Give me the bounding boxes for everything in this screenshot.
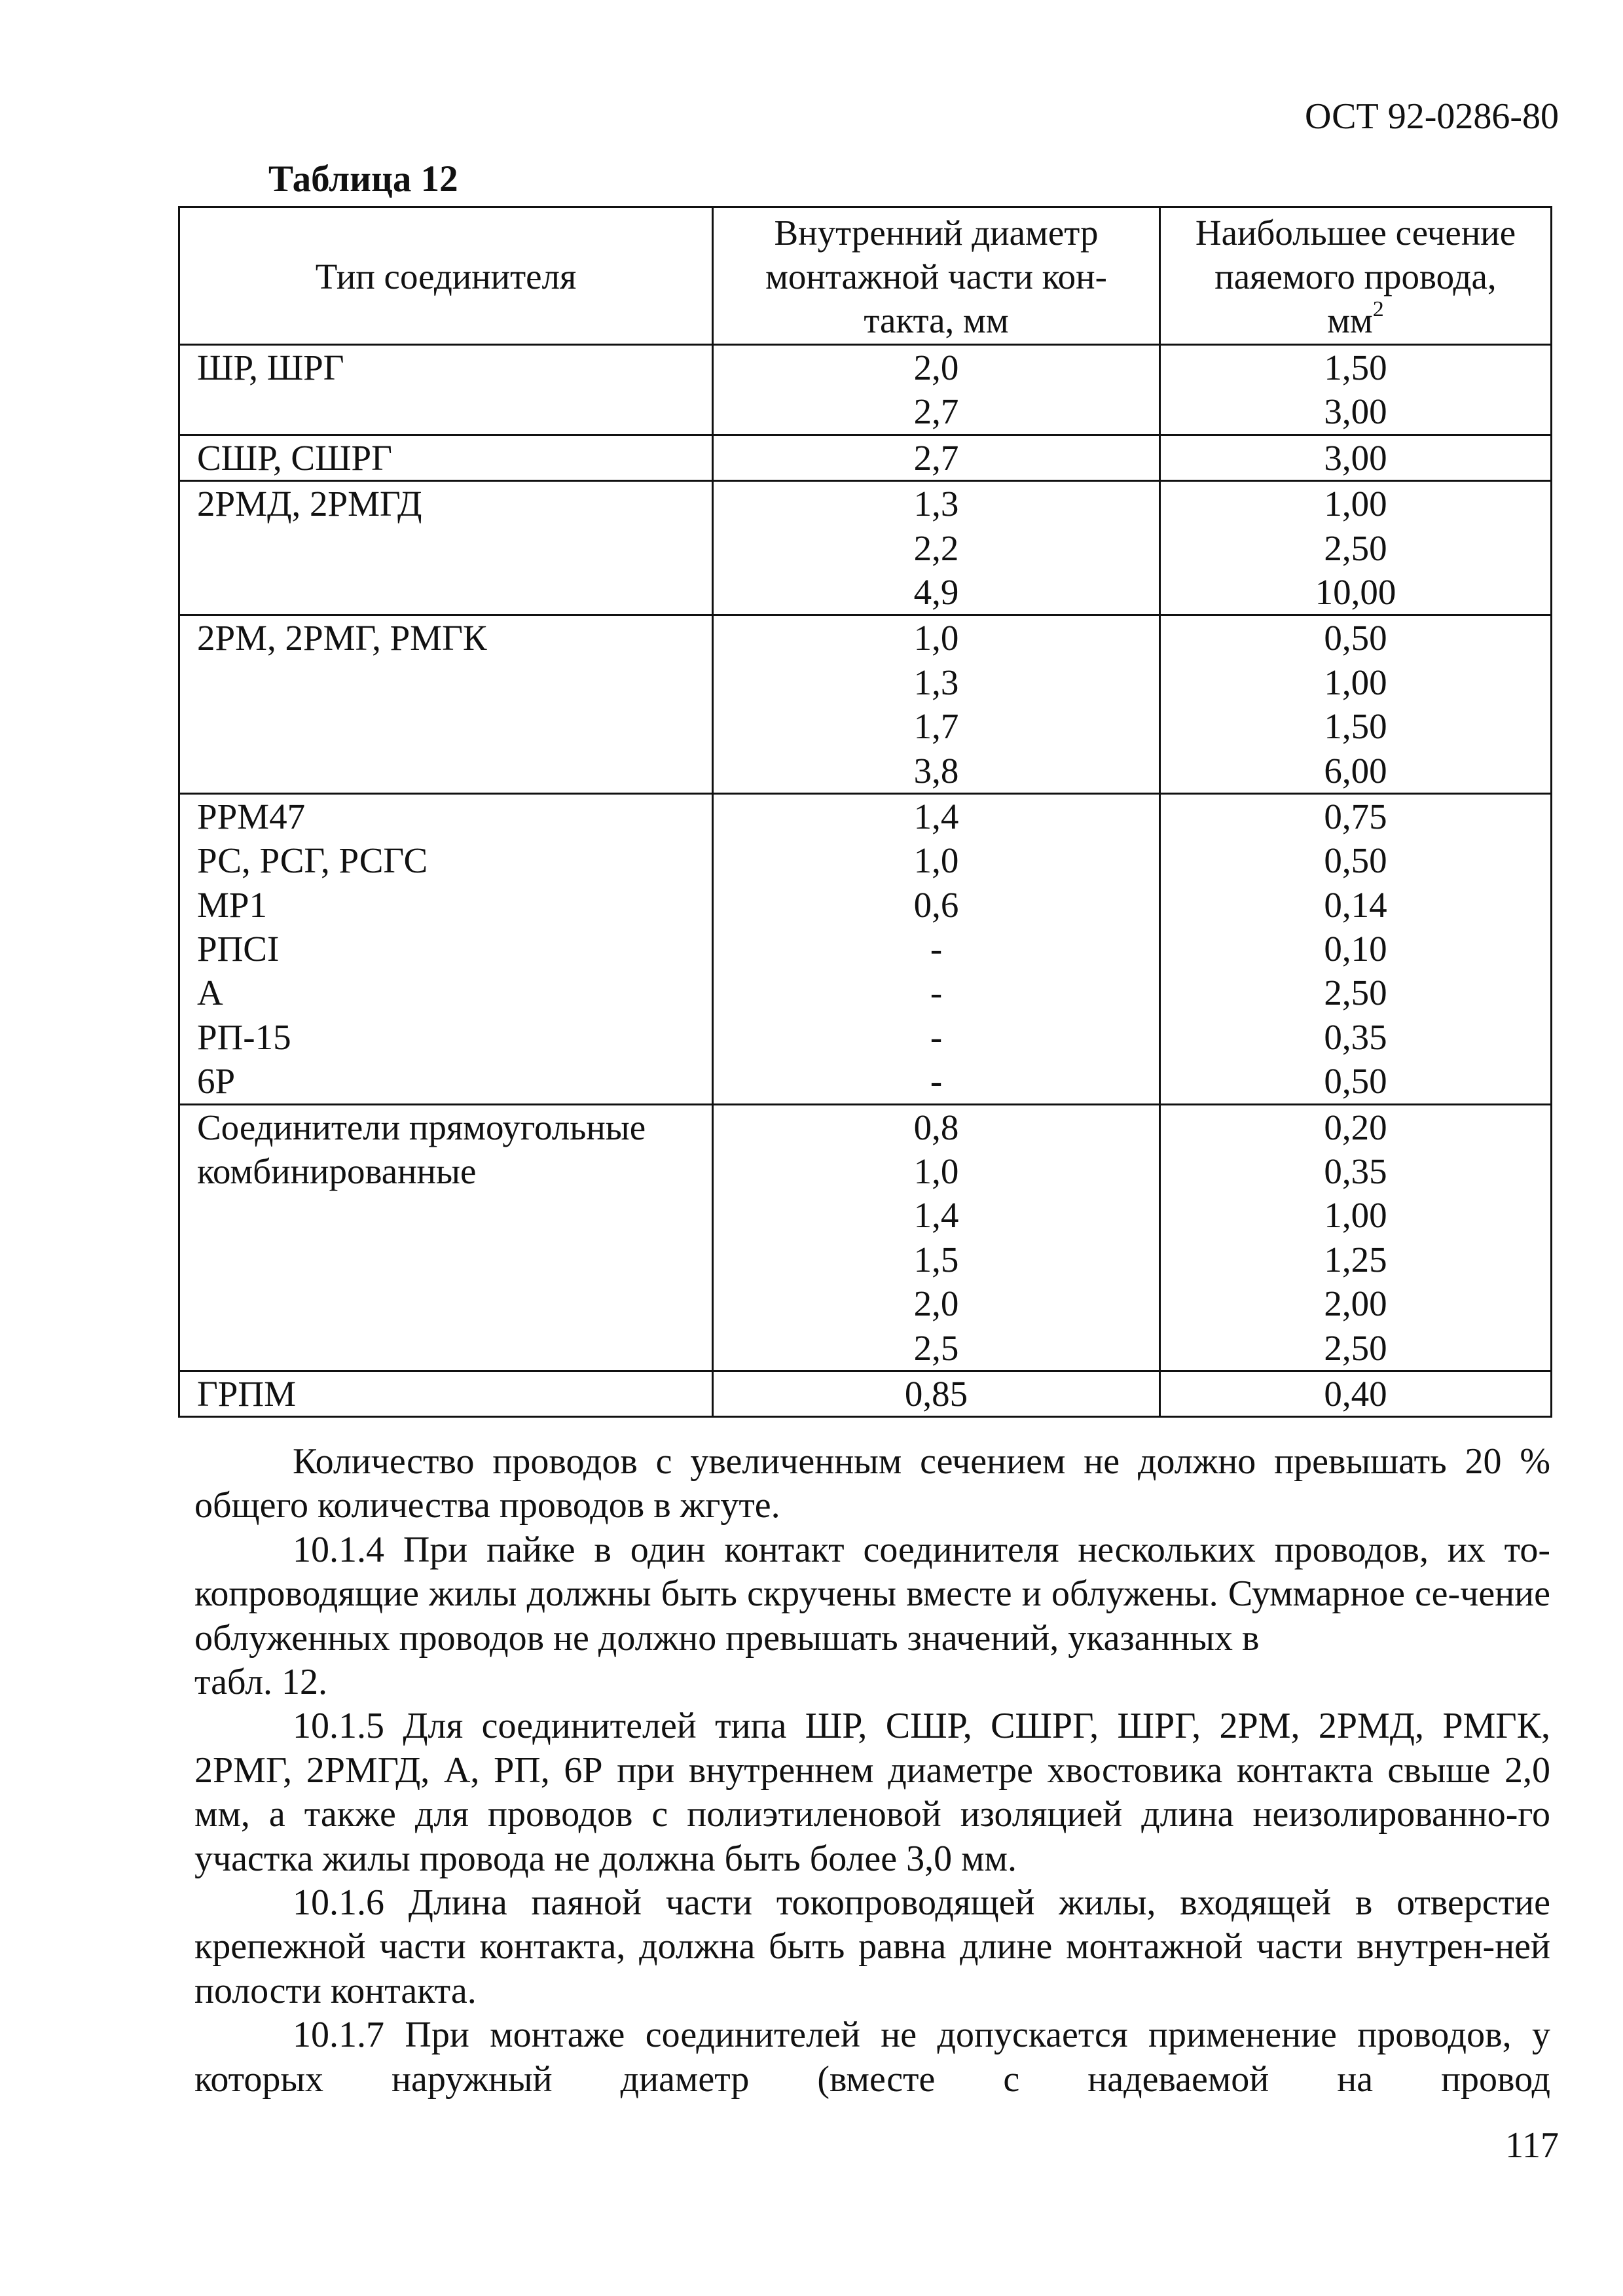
section-value: 2,50	[1324, 973, 1387, 1013]
connector-type: 2РМ, 2РМГ, РМГК	[197, 618, 487, 658]
section-value: 1,00	[1324, 662, 1387, 702]
header-inner-diameter	[713, 207, 1160, 345]
table-row	[179, 345, 1552, 435]
section-cell	[1160, 1104, 1552, 1371]
table-title: Таблица 12	[268, 158, 458, 200]
section-cell	[1160, 481, 1552, 615]
connector-type: РП-15	[197, 1016, 291, 1057]
connector-type: ШР, ШРГ	[197, 348, 344, 387]
connector-type: РРМ47	[197, 796, 306, 836]
section-value: 2,50	[1324, 528, 1387, 568]
section-value: 0,50	[1324, 840, 1387, 881]
unit-text: мм	[1327, 300, 1373, 340]
connector-type-cell	[179, 345, 713, 435]
paragraph: Количество проводов с увеличенным сечением не должно превышать 20 % общего количества проводов в жгуте.	[194, 1441, 1550, 1526]
header-section-line: Наибольшее сечение	[1195, 213, 1516, 253]
section-value: 2,50	[1324, 1327, 1387, 1368]
header-diameter-line: монтажной части кон-	[765, 257, 1107, 296]
table-header-row	[179, 207, 1552, 345]
diameter-value: -	[930, 973, 943, 1013]
diameter-cell	[713, 435, 1160, 480]
section-value: 0,75	[1324, 796, 1387, 836]
diameter-value: 0,85	[904, 1373, 968, 1414]
section-value: 0,35	[1324, 1016, 1387, 1057]
table-row	[179, 793, 1552, 1104]
header-section-unit	[1167, 298, 1544, 342]
diameter-value: 2,5	[913, 1327, 959, 1368]
table-row	[179, 615, 1552, 794]
diameter-value: -	[930, 1016, 943, 1057]
section-value: 1,00	[1324, 1195, 1387, 1236]
header-diameter-line: такта, мм	[864, 300, 1009, 340]
connector-type: МР1	[197, 884, 267, 925]
diameter-value: 1,4	[913, 796, 959, 836]
section-value: 0,50	[1324, 618, 1387, 658]
page-number: 117	[1505, 2125, 1559, 2166]
section-value: 2,00	[1324, 1283, 1387, 1324]
section-value: 0,50	[1324, 1061, 1387, 1102]
diameter-value: 2,0	[913, 348, 959, 387]
section-value: 0,35	[1324, 1151, 1387, 1192]
connector-type-cell	[179, 1371, 713, 1416]
connector-type: РПСI	[197, 929, 280, 969]
connector-type: СШР, СШРГ	[197, 437, 392, 478]
connector-type: комбинированные	[197, 1151, 477, 1192]
diameter-cell	[713, 615, 1160, 794]
connector-type: ГРПМ	[197, 1373, 297, 1414]
table-row	[179, 481, 1552, 615]
header-max-section	[1160, 207, 1552, 345]
diameter-value: -	[930, 929, 943, 969]
header-connector-type: Тип соединителя	[179, 207, 713, 345]
diameter-cell	[713, 481, 1160, 615]
diameter-value: 2,0	[913, 1283, 959, 1324]
section-value: 0,20	[1324, 1107, 1387, 1147]
paragraph: 10.1.5 Для соединителей типа ШР, СШР, СШРГ, ШРГ, 2РМ, 2РМД, РМГК, 2РМГ, 2РМГД, А, РП, 6Р при внутреннем диаметре хвостовика контакта свыше 2,0 мм, а также для проводов с полиэтиленовой изоляцией длина неизолированно-го участка жилы провода не должна быть более 3,0 мм.	[194, 1706, 1550, 1879]
table-body	[179, 345, 1552, 1417]
diameter-value: 2,7	[913, 437, 959, 478]
diameter-value: 1,0	[913, 840, 959, 881]
connector-type: Соединители прямоугольные	[197, 1107, 646, 1147]
diameter-value: 1,0	[913, 618, 959, 658]
unit-superscript: 2	[1372, 296, 1384, 321]
body-text	[194, 1440, 1550, 2102]
table-row	[179, 435, 1552, 480]
header-section-line: паяемого провода,	[1214, 257, 1497, 296]
diameter-cell	[713, 345, 1160, 435]
diameter-value: 1,3	[913, 484, 959, 524]
section-value: 3,00	[1324, 391, 1387, 432]
diameter-cell	[713, 793, 1160, 1104]
diameter-value: 1,3	[913, 662, 959, 702]
diameter-cell	[713, 1104, 1160, 1371]
connector-type: 6Р	[197, 1061, 236, 1102]
connector-type: 2РМД, 2РМГД	[197, 484, 422, 524]
paragraph: табл. 12.	[194, 1662, 328, 1703]
table-row	[179, 1371, 1552, 1416]
section-value: 0,40	[1324, 1373, 1387, 1414]
connector-type-cell	[179, 435, 713, 480]
section-value: 1,50	[1324, 706, 1387, 747]
connector-type: РС, РСГ, РСГС	[197, 840, 428, 881]
connector-type-cell	[179, 481, 713, 615]
header-diameter-line: Внутренний диаметр	[774, 213, 1099, 253]
section-value: 6,00	[1324, 750, 1387, 791]
section-value: 0,10	[1324, 929, 1387, 969]
section-value: 1,00	[1324, 484, 1387, 524]
connector-type-cell	[179, 615, 713, 794]
connector-type-cell	[179, 1104, 713, 1371]
diameter-value: 0,8	[913, 1107, 959, 1147]
section-value: 1,25	[1324, 1239, 1387, 1280]
section-cell	[1160, 345, 1552, 435]
diameter-value: 0,6	[913, 884, 959, 925]
section-cell	[1160, 793, 1552, 1104]
table-row	[179, 1104, 1552, 1371]
diameter-value: 1,4	[913, 1195, 959, 1236]
section-value: 3,00	[1324, 437, 1387, 478]
diameter-value: 2,2	[913, 528, 959, 568]
diameter-value: 3,8	[913, 750, 959, 791]
section-cell	[1160, 435, 1552, 480]
section-cell	[1160, 615, 1552, 794]
connector-type: А	[197, 973, 223, 1013]
paragraph: 10.1.4 При пайке в один контакт соединителя нескольких проводов, их то-копроводящие жилы должны быть скручены вместе и облужены. Суммарное се-чение облуженных проводов не должно превышать значений, указанных в	[194, 1529, 1550, 1659]
diameter-value: 1,5	[913, 1239, 959, 1280]
paragraph: 10.1.7 При монтаже соединителей не допускается применение проводов, у которых наружный диаметр (вместе с надеваемой на провод	[194, 2015, 1550, 2100]
section-value: 1,50	[1324, 348, 1387, 387]
paragraph: 10.1.6 Длина паяной части токопроводящей жилы, входящей в отверстие крепежной части контакта, должна быть равна длине монтажной части внутрен-ней полости контакта.	[194, 1882, 1550, 2011]
section-value: 10,00	[1315, 571, 1396, 612]
connector-type-cell	[179, 793, 713, 1104]
section-cell	[1160, 1371, 1552, 1416]
connector-table	[178, 206, 1552, 1418]
diameter-value: 2,7	[913, 391, 959, 432]
diameter-cell	[713, 1371, 1160, 1416]
document-code: ОСТ 92-0286-80	[1305, 96, 1559, 137]
diameter-value: 1,7	[913, 706, 959, 747]
section-value: 0,14	[1324, 884, 1387, 925]
diameter-value: 1,0	[913, 1151, 959, 1192]
diameter-value: 4,9	[913, 571, 959, 612]
diameter-value: -	[930, 1061, 943, 1102]
